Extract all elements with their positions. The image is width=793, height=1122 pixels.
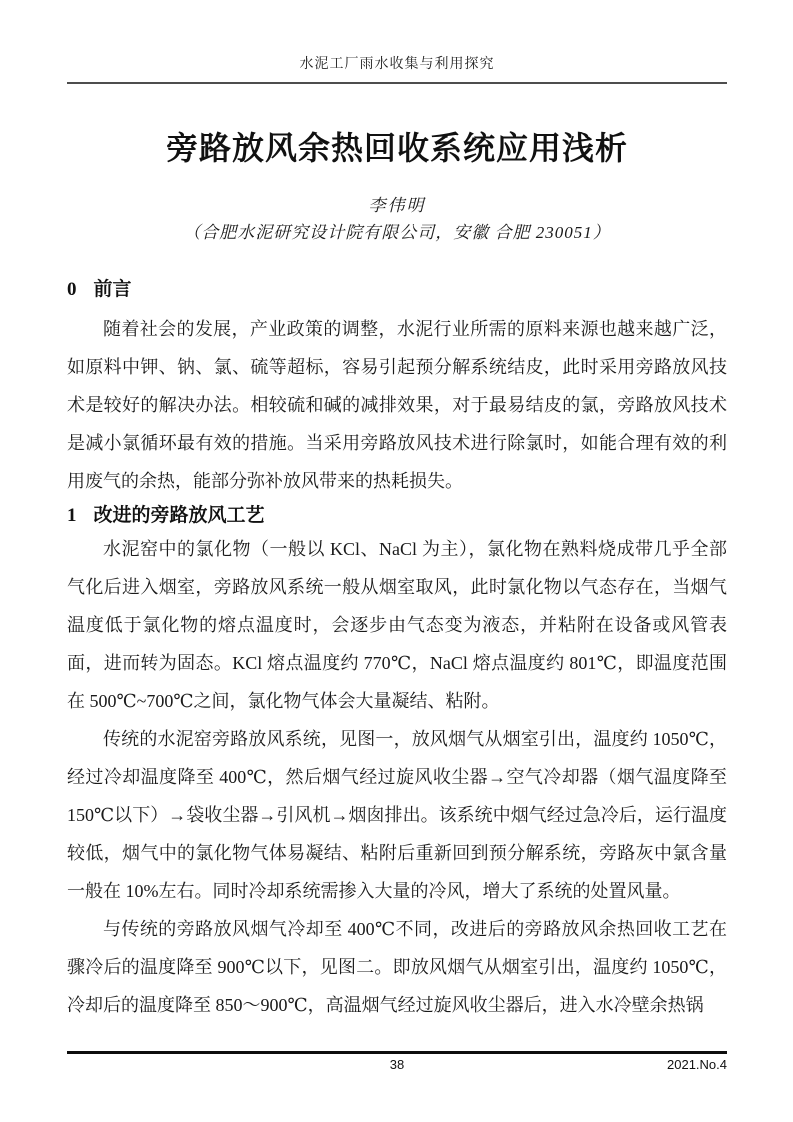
article-title: 旁路放风余热回收系统应用浅析 — [165, 130, 628, 166]
footer-row — [67, 1056, 727, 1074]
footer-rule — [67, 1051, 727, 1054]
running-header-title: 水泥工厂雨水收集与利用探究 — [299, 57, 495, 72]
paragraph: 与传统的旁路放风烟气冷却至 400℃不同，改进后的旁路放风余热回收工艺在骤冷后的温度降至 900℃以下，见图二。即放风烟气从烟室引出，温度约 1050℃，冷却后的温度降至 850～900℃，高温烟气经过旋风收尘器后，进入水冷壁余热锅 — [67, 919, 727, 1015]
section-heading-1 — [67, 502, 727, 530]
paragraph: 传统的水泥窑旁路放风系统，见图一，放风烟气从烟室引出，温度约 1050℃，经过冷却温度降至 400℃，然后烟气经过旋风收尘器→空气冷却器（烟气温度降至 150℃以下）→袋收尘器→引风机→烟囱排出。该系统中烟气经过急冷后，运行温度较低，烟气中的氯化物气体易凝结、粘附后重新回到预分解系统，旁路灰中氯含量一般在 10%左右。同时冷却系统需掺入大量的冷风，增大了系统的处置风量。 — [67, 729, 727, 901]
section-heading-0 — [67, 276, 727, 304]
paragraph: 随着社会的发展，产业政策的调整，水泥行业所需的原料来源也越来越广泛，如原料中钾、钠、氯、硫等超标，容易引起预分解系统结皮，此时采用旁路放风技术是较好的解决办法。相较硫和碱的减排效果，对于最易结皮的氯，旁路放风技术是减小氯循环最有效的措施。当采用旁路放风技术进行除氯时，如能合理有效的利用废气的余热，能部分弥补放风带来的热耗损失。 — [67, 319, 727, 491]
page-number: 38 — [389, 1057, 405, 1072]
article-author: 李伟明 — [368, 196, 426, 215]
section-heading-text: 前言 — [93, 279, 132, 300]
article-affiliation: （合肥水泥研究设计院有限公司，安徽 合肥 230051） — [183, 223, 611, 242]
section-heading-text: 改进的旁路放风工艺 — [93, 505, 265, 526]
section-number: 1 — [67, 505, 77, 526]
section-number: 0 — [67, 279, 77, 300]
issue-label: 2021.No.4 — [667, 1057, 727, 1072]
header-rule — [67, 82, 727, 84]
page-footer — [67, 1051, 727, 1074]
paragraph: 水泥窑中的氯化物（一般以 KCl、NaCl 为主），氯化物在熟料烧成带几乎全部气化后进入烟室，旁路放风系统一般从烟室取风，此时氯化物以气态存在，当烟气温度低于氯化物的熔点温度时，会逐步由气态变为液态，并粘附在设备或风管表面，进而转为固态。KCl 熔点温度约 770℃，NaCl 熔点温度约 801℃，即温度范围在 500℃~700℃之间，氯化物气体会大量凝结、粘附。 — [67, 539, 727, 711]
